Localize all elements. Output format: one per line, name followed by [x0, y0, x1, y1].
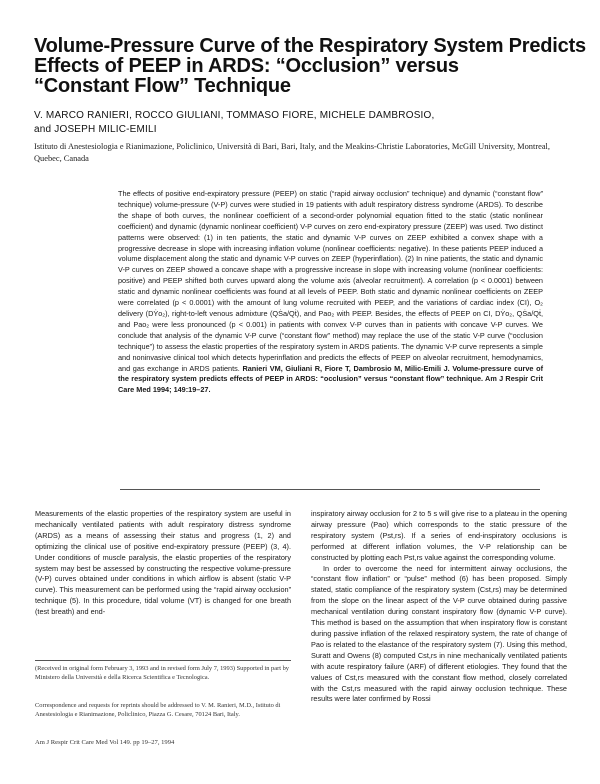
abstract: [118, 189, 543, 396]
journal-citation-line: Am J Respir Crit Care Med Vol 149. pp 19–27, 1994: [35, 739, 175, 746]
footnote-received: (Received in original form February 3, 1993 and in revised form July 7, 1993) Supported in part by Ministero della Università e della Ricerca Scientifica e Tecnologica.: [35, 665, 289, 681]
title-line: “Constant Flow” Technique: [34, 75, 291, 97]
authors-line: V. MARCO RANIERI, ROCCO GIULIANI, TOMMASO FIORE, MICHELE DAMBROSIO,: [34, 110, 435, 121]
abstract-text: The effects of positive end-expiratory pressure (PEEP) on static (“rapid airway occlusion” technique) and dynamic (“constant flow” technique) volume-pressure (V-P) curves were studied in 19 patients with adult respiratory distress syndrome (ARDS). To describe the shape of both curves, the nonlinear coefficient of a second-order polynomial equation fitted to the static (static nonlinear coefficient) and dynamic (dynamic nonlinear coefficient) V-P curves on zero end-expiratory pressure (ZEEP) was used. Two distinct patterns were observed: (1) in ten patients, the static and dynamic V-P curves on ZEEP exhibited a convex shape with a progressive decrease in slope with increasing inflation volume (nonlinear coefficients: negative). In these patients PEEP induced a volume displacement along the static and dynamic V-P curves on ZEEP (hyperinflation). (2) In nine patients, the static and dynamic V-P curves on ZEEP showed a concave shape with a progressive increase in slope with increasing volume (nonlinear coefficients: positive) and PEEP shifted both curves upward along the volume axis (alveolar recruitment). A correlation (p < 0.0001) between static and dynamic nonlinear coefficients was found at all levels of PEEP. Both static and dynamic nonlinear coefficients on ZEEP were correlated (p < 0.0001) with the amount of lung volume recruited with PEEP, and the variations of cardiac index (CI), O₂ delivery (DẎo₂), right-to-left venous admixture (QṠa/Qṫ), and Pao₂ with PEEP. Besides, the effects of PEEP on CI, DẎo₂, QṠa/Qṫ, and Pao₂ were less pronounced (p < 0.001) in patients with convex V-P curves than in patients with concave V-P curves. We conclude that analysis of the dynamic V-P curve (“constant flow” method) may replace the use of the static V-P curve (“occlusion technique”) to assess the elastic properties of the respiratory system in ARDS patients. The dynamic V-P curve represents a simple and noninvasive clinical tool which detects hyperinflation and predicts the effects of PEEP on alveolar recruitment, hemodynamics, and gas exchange in ARDS patients.: [118, 189, 543, 373]
author-list: [34, 109, 574, 137]
footnote-correspondence: Correspondence and requests for reprints should be addressed to V. M. Ranieri, M.D., Istituto di Anestesiologia e Rianimazione, Policlinico, Piazza G. Cesare, 70124 Bari, Italy.: [35, 702, 281, 718]
abstract-citation: Ranieri VM, Giuliani R, Fiore T, Dambrosio M, Milic-Emili J. Volume-pressure curve of the respiratory system predicts effects of PEEP in ARDS: “occlusion” versus “constant flow” technique. Am J Respir Crit Care Med 1994; 149:19–27.: [118, 363, 543, 395]
body-column-right: [311, 509, 567, 705]
body-paragraph: inspiratory airway occlusion for 2 to 5 s will give rise to a plateau in the opening airway pressure (Pao) which corresponds to the static pressure of the respiratory system (Pst,rs). If a series of end-inspiratory occlusions is performed at different inflation volumes, the V-P relationship can be constructed by plotting each Pst,rs value against the corresponding volume.: [311, 509, 567, 562]
title-line: Effects of PEEP in ARDS: “Occlusion” versus: [34, 55, 459, 77]
affiliation: Istituto di Anestesiologia e Rianimazione, Policlinico, Università di Bari, Bari, Italy, and the Meakins-Christie Laboratories, McGill University, Montreal, Quebec, Canada: [34, 142, 550, 163]
body-column-left: [35, 509, 291, 618]
footnote-divider: [35, 660, 291, 661]
body-paragraph: In order to overcome the need for intermittent airway occlusions, the “constant flow inflation” or “pulse” method (6) has been proposed. Simply stated, static compliance of the respiratory system (Cst,rs) may be determined from the slope on the linear aspect of the V-P curve obtained during passive mechanical ventilation during constant inspiratory flow (dynamic V-P curve). This method is based on the assumption that when inspiratory flow is constant during passive inflation of the relaxed respiratory system, the rate of change of Pao is related to the elastance of the respiratory system (7). Using this method, Suratt and Owens (8) computed Cst,rs in nine mechanically ventilated patients with acute respiratory failure (ARF) of different etiologies. They found that the values of Cst,rs measured with the constant flow method, closely correlated with the Cst,rs measured with the rapid airway occlusion technique. These results were later confirmed by Rossi: [311, 563, 567, 704]
authors-line: and JOSEPH MILIC-EMILI: [34, 124, 157, 135]
abstract-divider: [120, 489, 540, 490]
article-title: [34, 35, 586, 97]
body-paragraph: Measurements of the elastic properties of the respiratory system are useful in mechanically ventilated patients with adult respiratory distress syndrome (ARDS) as a means of assessing their status and progress (1, 2) and optimizing the clinical use of positive end-expiratory pressure (PEEP) (3, 4). Under conditions of muscle paralysis, the elastic properties of the respiratory system may best be assessed by constructing the respective volume-pressure (V-P) curves obtained under conditions in which airflow is absent (static V-P curve). This measurement can be performed using the “rapid airway occlusion” technique (5). In this procedure, tidal volume (VT) is changed for one breath (test breath) and end-: [35, 509, 291, 617]
title-line: Volume-Pressure Curve of the Respiratory System Predicts: [34, 35, 586, 57]
